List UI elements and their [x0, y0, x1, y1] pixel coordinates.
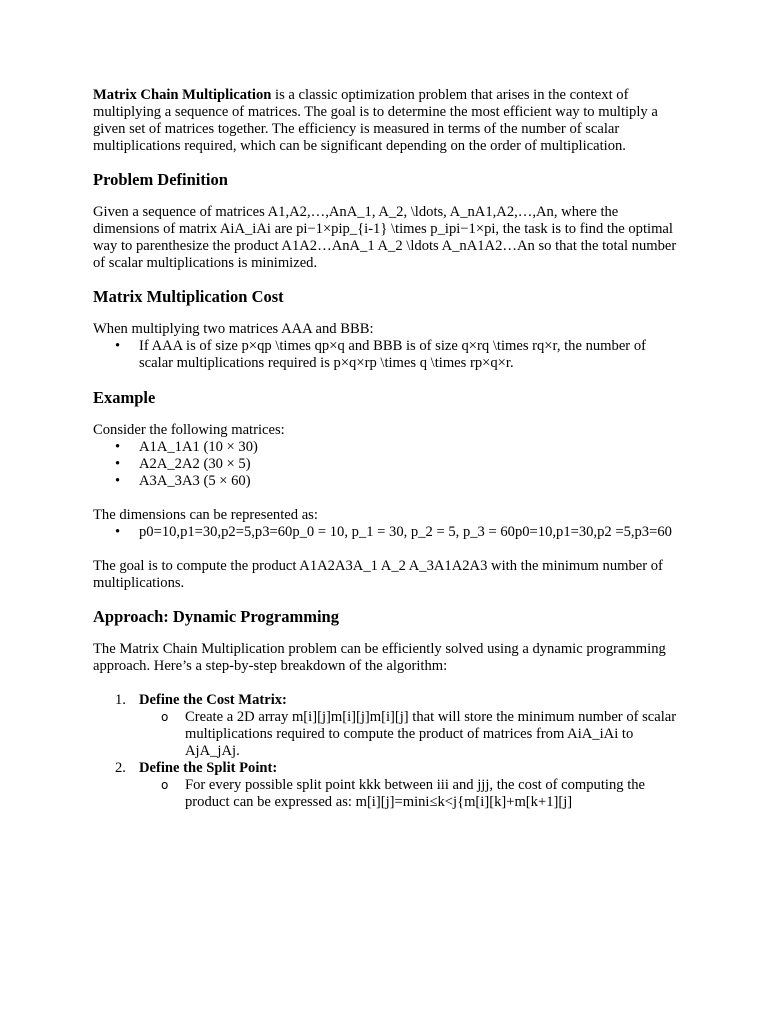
- list-item-text: p0=10,p1=30,p2=5,p3=60p_0 = 10, p_1 = 30, p_2 = 5, p_3 = 60p0=10,p1=30,p2 =5,p3=60: [139, 524, 672, 540]
- sub-list-item-text: Create a 2D array m[i][j]m[i][j]m[i][j] that will store the minimum number of scalar multiplications required to compute the product of matrices from AiA_iAi to AjA_jAj.: [185, 709, 677, 759]
- sub-bullet-marker: o: [161, 710, 169, 724]
- step-title: Define the Cost Matrix:: [139, 692, 287, 708]
- list-item-text: If AAA is of size p×qp \times qp×q and BBB is of size q×rq \times rq×r, the number of scalar multiplications required is p×q×rp \times q \times rp×q×r.: [139, 338, 646, 371]
- list-item-text: A3A_3A3 (5 × 60): [139, 473, 251, 489]
- list-item: [93, 338, 683, 372]
- heading-matrix-multiplication-cost: Matrix Multiplication Cost: [93, 287, 284, 306]
- step-item: [93, 692, 683, 760]
- heading-example: Example: [93, 388, 156, 407]
- example-intro-paragraph: Consider the following matrices:: [93, 422, 285, 438]
- goal-paragraph: The goal is to compute the product A1A2A3A_1 A_2 A_3A1A2A3 with the minimum number of multiplications.: [93, 558, 663, 591]
- step-number: 1.: [115, 692, 126, 708]
- list-item: [93, 524, 683, 541]
- list-item: [93, 473, 683, 490]
- intro-paragraph: [93, 87, 683, 155]
- bullet-marker: •: [115, 456, 121, 472]
- list-item-text: A2A_2A2 (30 × 5): [139, 456, 251, 472]
- step-number: 2.: [115, 760, 126, 776]
- heading-problem-definition: Problem Definition: [93, 170, 228, 189]
- matrices-bullet-list: [93, 439, 683, 490]
- cost-intro-paragraph: When multiplying two matrices AAA and BBB:: [93, 321, 374, 337]
- intro-text: is a classic optimization problem that arises in the context of multiplying a sequence of matrices. The goal is to determine the most efficient way to multiply a given set of matrices together. The efficiency is measured in terms of the number of scalar multiplications required, which can be significant depending on the order of multiplication.: [93, 87, 658, 154]
- approach-intro-paragraph: The Matrix Chain Multiplication problem can be efficiently solved using a dynamic programming approach. Here’s a step-by-step breakdown of the algorithm:: [93, 641, 666, 674]
- sub-list-item-text: For every possible split point kkk between iii and jjj, the cost of computing the product can be expressed as: m[i][j]=mini≤k<j{m[i][k]+m[k+1][j]: [185, 777, 646, 810]
- sub-list-item: [139, 777, 683, 811]
- cost-bullet-list: [93, 338, 683, 372]
- bullet-marker: •: [115, 338, 121, 354]
- dimensions-bullet-list: [93, 524, 683, 541]
- sub-bullet-marker: o: [161, 778, 169, 792]
- list-item-text: A1A_1A1 (10 × 30): [139, 439, 258, 455]
- document-page: [93, 87, 683, 811]
- list-item: [93, 456, 683, 473]
- sub-list-item: [139, 709, 683, 760]
- step-item: [93, 760, 683, 811]
- step-title: Define the Split Point:: [139, 760, 278, 776]
- list-item: [93, 439, 683, 456]
- dimensions-intro-paragraph: The dimensions can be represented as:: [93, 507, 318, 523]
- step-sub-list: [139, 709, 683, 760]
- intro-term: Matrix Chain Multiplication: [93, 87, 272, 103]
- steps-list: [93, 692, 683, 811]
- bullet-marker: •: [115, 439, 121, 455]
- bullet-marker: •: [115, 473, 121, 489]
- heading-approach: Approach: Dynamic Programming: [93, 607, 339, 626]
- step-sub-list: [139, 777, 683, 811]
- bullet-marker: •: [115, 524, 121, 540]
- problem-definition-paragraph: Given a sequence of matrices A1,A2,…,AnA_1, A_2, \ldots, A_nA1,A2,…,An, where the dimensions of matrix AiA_iAi are pi−1×pip_{i-1} \times p_ipi−1×pi, the task is to find the optimal way to parenthesize the product A1A2…AnA_1 A_2 \ldots A_nA1A2…An so that the total number of scalar multiplications is minimized.: [93, 204, 677, 271]
